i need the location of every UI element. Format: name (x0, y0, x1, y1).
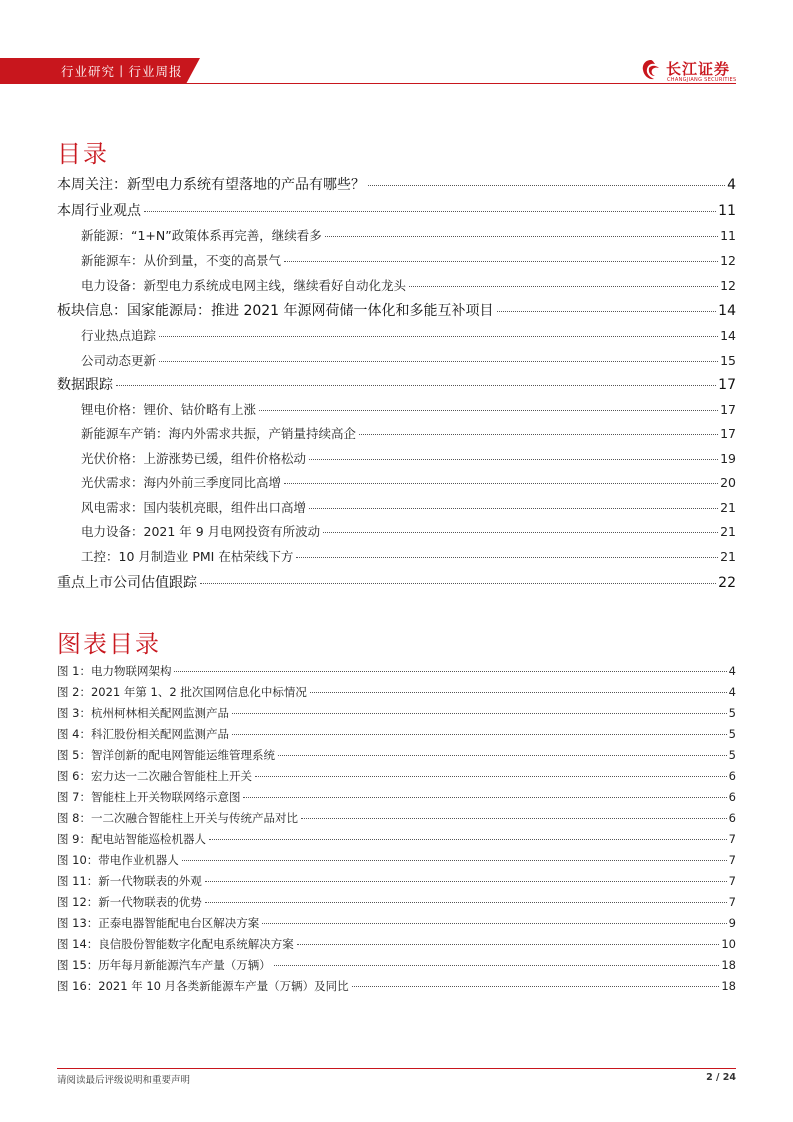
figure-entry[interactable] (57, 789, 736, 805)
figure-entry-page: 10 (721, 937, 736, 951)
toc-entry-title: 电力设备：新型电力系统成电网主线，继续看好自动化龙头 (81, 278, 407, 293)
figure-entry-page: 7 (728, 895, 736, 909)
leader-dots (297, 944, 720, 945)
figure-entry[interactable] (57, 768, 736, 784)
figure-entry[interactable] (57, 684, 736, 700)
figure-entry-page: 5 (728, 727, 736, 741)
figures-title: 图表目录 (57, 630, 161, 658)
toc-subentry[interactable] (57, 449, 736, 467)
page-number: 2 / 24 (706, 1072, 736, 1083)
figure-entry-page: 5 (728, 706, 736, 720)
figure-entry-title: 图 13：正泰电器智能配电台区解决方案 (57, 916, 260, 930)
figure-entry[interactable] (57, 705, 736, 721)
figure-entry-title: 图 9：配电站智能巡检机器人 (57, 832, 206, 846)
toc-entry[interactable] (57, 200, 736, 220)
toc-entry[interactable] (57, 174, 736, 194)
leader-dots (243, 797, 726, 798)
toc-entry-title: 数据跟踪 (57, 377, 113, 393)
toc-entry-title: 光伏需求：海内外前三季度同比高增 (81, 475, 282, 490)
toc-entry-page: 15 (720, 353, 736, 368)
logo-icon (640, 58, 662, 82)
figure-entry[interactable] (57, 810, 736, 826)
leader-dots (309, 508, 718, 509)
toc-title: 目录 (57, 140, 109, 168)
leader-dots (259, 410, 718, 411)
leader-dots (301, 818, 727, 819)
toc-entry-page: 11 (718, 203, 736, 219)
leader-dots (255, 776, 727, 777)
leader-dots (205, 881, 727, 882)
figure-entry-page: 6 (728, 790, 736, 804)
footer-rule (57, 1068, 736, 1069)
leader-dots (182, 860, 727, 861)
company-logo (640, 56, 740, 86)
toc-entry-title: 重点上市公司估值跟踪 (57, 575, 197, 591)
figure-entry-title: 图 7：智能柱上开关物联网络示意图 (57, 790, 241, 804)
figure-entry-title: 图 14：良信股份智能数字化配电系统解决方案 (57, 937, 294, 951)
figure-entry-page: 7 (728, 874, 736, 888)
toc-subentry[interactable] (57, 547, 736, 565)
toc-entry[interactable] (57, 572, 736, 592)
toc-entry-title: 风电需求：国内装机亮眼，组件出口高增 (81, 500, 307, 515)
toc-subentry[interactable] (57, 400, 736, 418)
toc-entry-title: 新能源车：从价到量，不变的高景气 (81, 253, 282, 268)
figure-entry[interactable] (57, 978, 736, 994)
toc-entry-title: 本周关注：新型电力系统有望落地的产品有哪些？ (57, 177, 365, 193)
logo-name-cn: 长江证券 (666, 60, 731, 78)
figure-entry-page: 6 (728, 811, 736, 825)
figure-entry-title: 图 4：科汇股份相关配网监测产品 (57, 727, 229, 741)
figure-entry-page: 4 (728, 685, 736, 699)
leader-dots (205, 902, 727, 903)
figure-entry-title: 图 10：带电作业机器人 (57, 853, 179, 867)
toc-entry-title: 新能源：“1+N”政策体系再完善，继续看多 (81, 228, 322, 243)
toc-entry-page: 22 (718, 575, 736, 591)
figure-entry[interactable] (57, 894, 736, 910)
toc-entry-title: 公司动态更新 (81, 353, 157, 368)
leader-dots (359, 434, 718, 435)
toc-entry-page: 17 (720, 402, 736, 417)
leader-dots (159, 336, 718, 337)
leader-dots (209, 839, 727, 840)
leader-dots (497, 311, 717, 312)
leader-dots (262, 923, 726, 924)
figure-entry-title: 图 6：宏力达一二次融合智能柱上开关 (57, 769, 252, 783)
figure-entry[interactable] (57, 915, 736, 931)
toc-entry-title: 新能源车产销：海内外需求共振，产销量持续高企 (81, 426, 357, 441)
toc-subentry[interactable] (57, 226, 736, 244)
leader-dots (310, 692, 727, 693)
figure-entry-title: 图 16：2021 年 10 月各类新能源车产量（万辆）及同比 (57, 979, 349, 993)
toc-entry-page: 11 (720, 228, 736, 243)
report-category: 行业研究丨行业周报 (61, 64, 183, 79)
toc-subentry[interactable] (57, 326, 736, 344)
figure-entry-title: 图 12：新一代物联表的优势 (57, 895, 202, 909)
figure-entry-title: 图 15：历年每月新能源汽车产量（万辆） (57, 958, 271, 972)
figure-entry-page: 9 (728, 916, 736, 930)
toc-entry-title: 电力设备：2021 年 9 月电网投资有所波动 (81, 524, 321, 539)
toc-subentry[interactable] (57, 522, 736, 540)
toc-entry-page: 12 (720, 278, 736, 293)
toc-entry-page: 17 (720, 426, 736, 441)
toc-entry-title: 光伏价格：上游涨势已缓，组件价格松动 (81, 451, 307, 466)
logo-name-en: CHANGJIANG SECURITIES (667, 77, 737, 83)
figure-entry[interactable] (57, 873, 736, 889)
leader-dots (200, 583, 716, 584)
figure-entry-page: 6 (728, 769, 736, 783)
figure-entry[interactable] (57, 726, 736, 742)
leader-dots (323, 532, 718, 533)
toc-subentry[interactable] (57, 424, 736, 442)
figure-entry[interactable] (57, 747, 736, 763)
leader-dots (274, 965, 720, 966)
leader-dots (174, 671, 726, 672)
figure-entry-page: 7 (728, 853, 736, 867)
leader-dots (159, 361, 718, 362)
leader-dots (284, 483, 718, 484)
figure-entry[interactable] (57, 831, 736, 847)
figure-entry-title: 图 2：2021 年第 1、2 批次国网信息化中标情况 (57, 685, 307, 699)
leader-dots (116, 385, 716, 386)
toc-entry-page: 21 (720, 524, 736, 539)
leader-dots (352, 986, 720, 987)
figure-entry-page: 4 (728, 664, 736, 678)
toc-subentry[interactable] (57, 251, 736, 269)
toc-entry-page: 14 (720, 328, 736, 343)
footer-disclaimer: 请阅读最后评级说明和重要声明 (57, 1075, 191, 1086)
leader-dots (309, 459, 718, 460)
toc-subentry[interactable] (57, 498, 736, 516)
figure-entry[interactable] (57, 663, 736, 679)
leader-dots (409, 286, 718, 287)
figure-entry-title: 图 11：新一代物联表的外观 (57, 874, 202, 888)
figure-entry-page: 18 (721, 958, 736, 972)
toc-entry-title: 板块信息：国家能源局：推进 2021 年源网荷储一体化和多能互补项目 (57, 303, 494, 319)
figure-entry[interactable] (57, 852, 736, 868)
leader-dots (368, 185, 725, 186)
toc-entry-page: 21 (720, 549, 736, 564)
figure-entry[interactable] (57, 957, 736, 973)
toc-entry-page: 19 (720, 451, 736, 466)
leader-dots (278, 755, 727, 756)
toc-entry-page: 17 (718, 377, 736, 393)
toc-entry-title: 锂电价格：锂价、钴价略有上涨 (81, 402, 257, 417)
leader-dots (284, 261, 718, 262)
toc-entry-page: 21 (720, 500, 736, 515)
toc-subentry[interactable] (57, 351, 736, 369)
toc-entry-page: 14 (718, 303, 736, 319)
toc-entry-page: 4 (727, 177, 736, 193)
toc-entry[interactable] (57, 300, 736, 320)
figure-entry-page: 5 (728, 748, 736, 762)
toc-entry-page: 20 (720, 475, 736, 490)
figure-entry-title: 图 3：杭州柯林相关配网监测产品 (57, 706, 229, 720)
figure-entry-title: 图 5：智洋创新的配电网智能运维管理系统 (57, 748, 275, 762)
toc-entry-page: 12 (720, 253, 736, 268)
figure-entry-page: 7 (728, 832, 736, 846)
figure-entry-page: 18 (721, 979, 736, 993)
figure-entry-title: 图 8：一二次融合智能柱上开关与传统产品对比 (57, 811, 298, 825)
toc-subentry[interactable] (57, 473, 736, 491)
leader-dots (232, 713, 727, 714)
leader-dots (232, 734, 727, 735)
leader-dots (144, 211, 716, 212)
toc-entry[interactable] (57, 374, 736, 394)
toc-entry-title: 行业热点追踪 (81, 328, 157, 343)
figure-entry-title: 图 1：电力物联网架构 (57, 664, 172, 678)
leader-dots (296, 557, 718, 558)
toc-subentry[interactable] (57, 276, 736, 294)
header-bar-tab (186, 58, 200, 84)
figure-entry[interactable] (57, 936, 736, 952)
toc-entry-title: 工控：10 月制造业 PMI 在枯荣线下方 (81, 549, 294, 564)
leader-dots (325, 236, 718, 237)
toc-entry-title: 本周行业观点 (57, 203, 141, 219)
